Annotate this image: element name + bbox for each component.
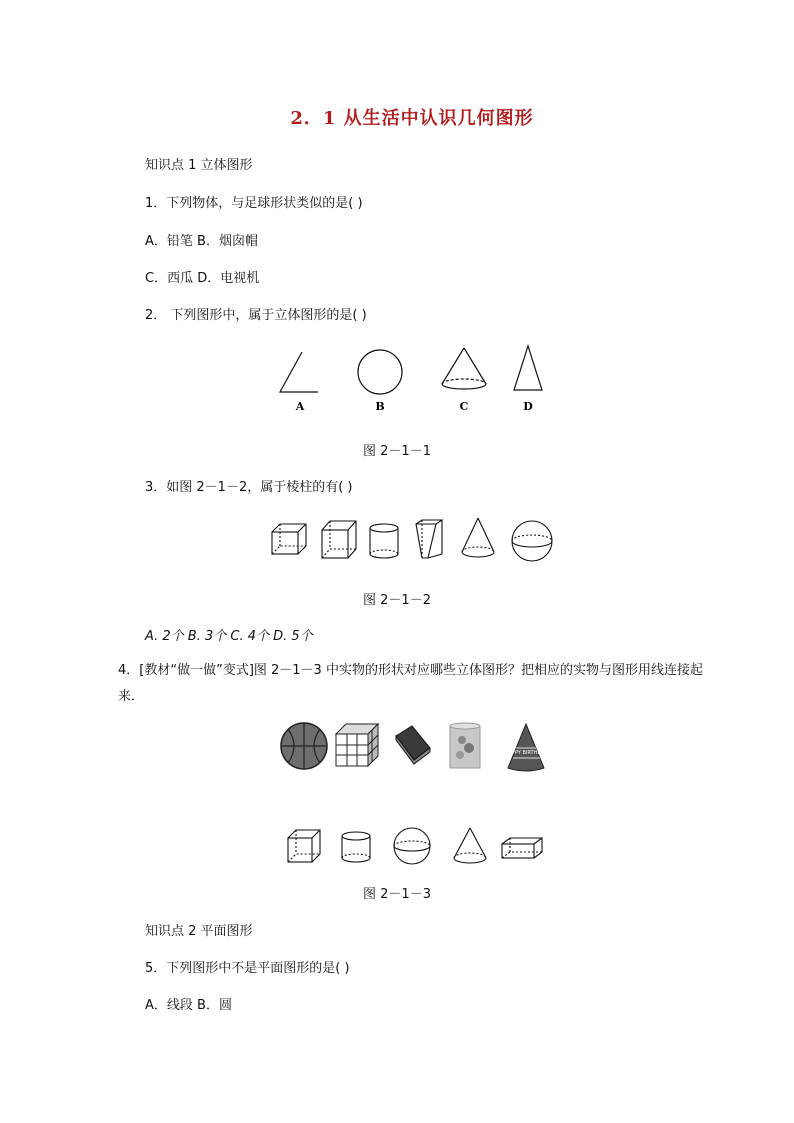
question-4: 4．[教材“做一做”变式]图 2－1－3 中实物的形状对应哪些立体图形？把相应的实物与图形用线连接起来． (118, 663, 703, 704)
figure-2-1-1-caption: 图 2－1－1 (363, 444, 431, 459)
figure-2-1-2 (266, 516, 566, 566)
tea-can-image (450, 723, 480, 768)
figure-label-b: B (375, 400, 385, 413)
question-3: 3．如图 2－1－2，属于棱柱的有( ) (145, 480, 353, 495)
book-image (396, 726, 430, 764)
knowledge-point-1: 知识点 1 立体图形 (145, 158, 253, 173)
figure-label-d: D (523, 400, 533, 413)
page-title: 2．1 从生活中认识几何图形 (290, 108, 534, 129)
question-2: 2． 下列图形中，属于立体图形的是( ) (145, 308, 367, 323)
question-1-options-ab: A．铅笔 B．烟囱帽 (145, 234, 258, 249)
question-3-options: A. 2个 B. 3个 C. 4个 D. 5个 (145, 629, 313, 644)
basketball-image (281, 723, 327, 769)
figure-2-1-1 (270, 340, 570, 420)
angle-shape (280, 352, 318, 392)
cone-shape (454, 828, 486, 863)
sphere-shape (512, 521, 552, 561)
rubiks-cube-image (336, 724, 378, 766)
figure-2-1-2-caption: 图 2－1－2 (363, 593, 431, 608)
question-5-options-ab: A．线段 B．圆 (145, 998, 232, 1013)
figure-2-1-3-caption: 图 2－1－3 (363, 887, 431, 902)
cuboid-shape (272, 524, 306, 554)
figure-label-c: C (459, 400, 469, 413)
hat-text: HAPPY BIRTHDAY (504, 750, 548, 756)
triangle-shape (514, 346, 542, 390)
question-1-options-cd: C．西瓜 D．电视机 (145, 271, 260, 286)
cone-shape (442, 348, 486, 389)
circle-shape (358, 350, 402, 394)
sphere-shape (394, 828, 430, 864)
cube-shape (288, 830, 320, 862)
cylinder-shape (342, 832, 370, 862)
knowledge-point-2: 知识点 2 平面图形 (145, 924, 253, 939)
figure-2-1-3-objects (278, 720, 558, 776)
cone-shape (462, 518, 494, 557)
cube-shape (322, 521, 356, 558)
question-1: 1．下列物体，与足球形状类似的是( ) (145, 196, 363, 211)
party-hat-image (505, 724, 548, 771)
trapezoid-prism-shape (416, 520, 442, 558)
figure-label-a: A (295, 400, 305, 413)
question-5: 5．下列图形中不是平面图形的是( ) (145, 961, 350, 976)
cuboid-shape (502, 838, 542, 858)
cylinder-shape (370, 524, 398, 558)
figure-2-1-3-shapes (284, 824, 546, 868)
